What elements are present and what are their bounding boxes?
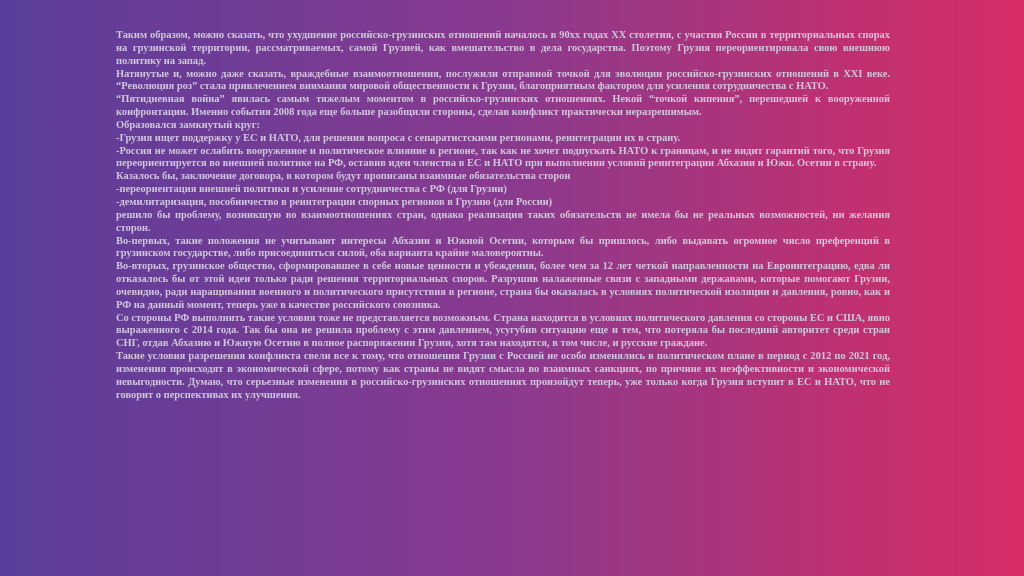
paragraph: Таким образом, можно сказать, что ухудшение российско-грузинских отношений началось в 90хх годах XX столетия, с участия России в территориальных спорах на грузинской территории, рассматриваемых, самой Грузией, как вмешательство в дела государства. Поэтому Грузия переориентировала свою внешнюю политику на запад.	[116, 30, 890, 67]
paragraph: -демилитаризация, пособничество в реинтеграции спорных регионов в Грузию (для России)	[116, 196, 553, 208]
paragraph: -Грузия ищет поддержку у ЕС и НАТО, для решения вопроса с сепаратистскими регионами, реинтеграции их в страну.	[116, 132, 681, 144]
paragraph: Во-вторых, грузинское общество, сформировавшее в себе новые ценности и убеждения, более чем за 12 лет четкой направленности на Евроинтеграцию, едва ли отказалось бы от этой идеи только ради решения территориальных споров. Разрушив налаженные связи с западными державами, которые помогают Грузии, очевидно, ради наращивания военного и политического присутствия в регионе, страна бы оказалась в условиях политической изоляции и давления, ровно, как и РФ на данный момент, теперь уже в качестве российского союзника.	[116, 261, 890, 311]
paragraph: -переориентация внешней политики и усиление сотрудничества с РФ (для Грузии)	[116, 184, 507, 196]
paragraph: Со стороны РФ выполнить такие условия тоже не представляется возможным. Страна находится в условиях политического давления со стороны ЕС и США, явно выраженного с 2014 года. Так бы она не решила проблему с этим давлением, усугубив ситуацию еще и тем, что потеряла бы последний авторитет среди стран СНГ, отдав Абхазию и Южную Осетию в полное распоряжении Грузии, хотя там находятся, в том числе, и русские граждане.	[116, 312, 890, 350]
paragraph: “Пятидневная война” явилась самым тяжелым моментом в российско-грузинских отношениях. Некой “точкой кипения”, перешедшей к вооруженной конфронтации. Именно события 2008 года еще больше разобщили стороны, сделав конфликт практически неразрешимым.	[116, 94, 890, 119]
paragraph: -Россия не может ослабить вооруженное и политическое влияние в регионе, так как не хочет подпускать НАТО к границам, и не видит гарантий того, что Грузия переориентируется во внешней политике на РФ, оставив идеи членства в ЕС и НАТО при выполнении условий реинтеграции Абхазии и Южн. Осетии в страну.	[116, 145, 890, 170]
paragraph: Во-первых, такие положения не учитывают интересы Абхазии и Южной Осетии, которым бы пришлось, либо выдавать огромное число преференций в грузинском государстве, либо присоединиться силой, оба варианта крайне маловероятны.	[116, 235, 890, 260]
paragraph: Образовался замкнутый круг:	[116, 119, 260, 131]
paragraph: решило бы проблему, возникшую во взаимоотношениях стран, однако реализация таких обязательств не имела бы не реальных возможностей, ни желания сторон.	[116, 209, 890, 234]
paragraph: Такие условия разрешения конфликта свели все к тому, что отношения Грузии с Россией не особо изменялись в политическом плане в период с 2012 по 2021 год, изменения происходят в экономической сфере, потому как страны не видят смысла во взаимных санкциях, по причине их неэффективности и экономической невыгодности. Думаю, что серьезные изменения в российско-грузинских отношениях произойдут теперь, уже только когда Грузия вступит в ЕС и НАТО, что не говорит о перспективах их улучшения.	[116, 351, 890, 401]
paragraph: Натянутые и, можно даже сказать, враждебные взаимоотношения, послужили отправной точкой для эволюции российско-грузинских отношений в XXI веке. “Революция роз” стала привлечением внимания мировой общественности к Грузии, благоприятным фактором для усиления сотрудничества с НАТО.	[116, 68, 890, 93]
slide-body-text	[116, 30, 890, 402]
paragraph: Казалось бы, заключение договора, в котором будут прописаны взаимные обязательства сторон	[116, 171, 571, 183]
